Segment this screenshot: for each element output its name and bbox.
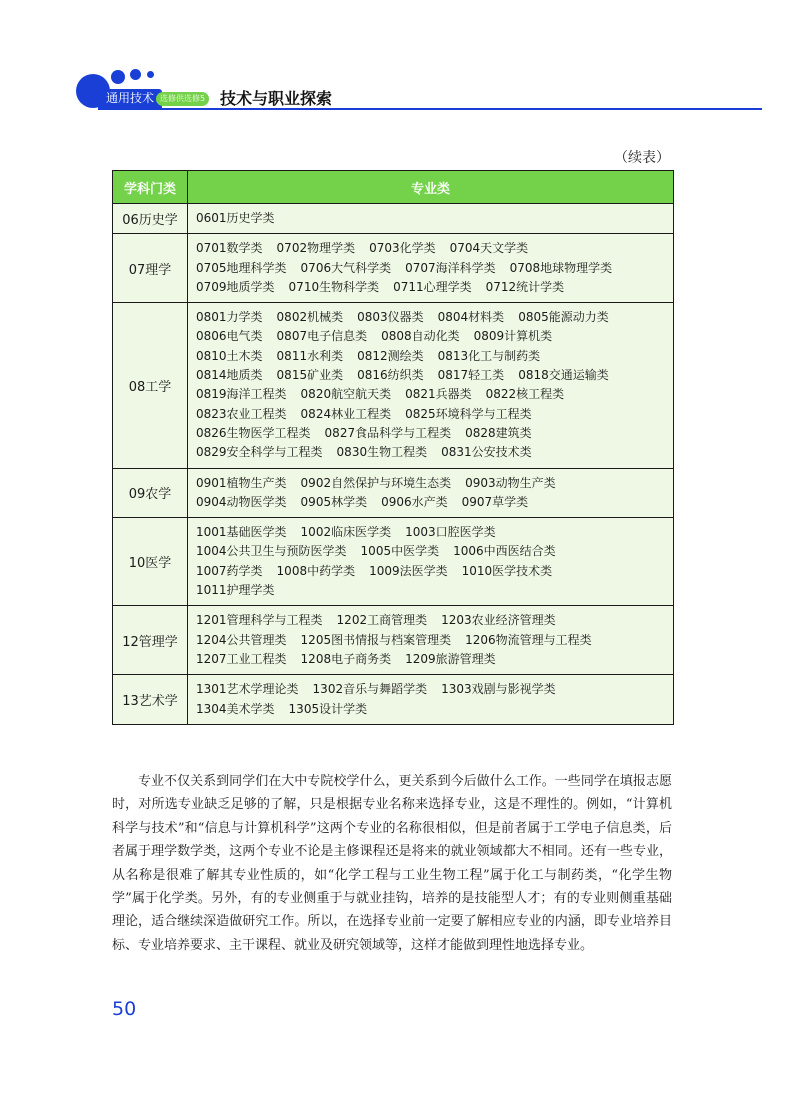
majors-line [196,611,673,630]
majors-line [196,581,673,600]
major-item: 0709地质学类 [196,279,275,294]
major-item: 1207工业工程类 [196,651,287,666]
table-row [113,468,674,518]
majors-cell [188,303,674,468]
table-row [113,204,674,234]
majors-line [196,562,673,581]
major-item: 1303戏剧与影视学类 [441,682,556,697]
major-item: 0802机械类 [276,310,344,325]
category-cell: 12管理学 [113,606,188,675]
major-item: 0821兵器类 [405,387,472,402]
dot-small-icon [130,69,141,80]
majors-line [196,542,673,561]
major-item: 0807电子信息类 [276,329,368,344]
major-item: 0817轻工类 [437,368,505,383]
major-item: 1205图书情报与档案管理类 [300,632,452,647]
major-item: 1001基础医学类 [196,525,287,540]
major-item: 1202工商管理类 [336,613,428,628]
category-cell: 09农学 [113,468,188,518]
major-item: 0707海洋科学类 [405,260,496,275]
majors-cell [188,468,674,518]
major-item: 0705地理科学类 [196,260,287,275]
category-cell: 08工学 [113,303,188,468]
major-item: 0828建筑类 [465,425,532,440]
table-row [113,606,674,675]
page-number: 50 [112,998,137,1020]
majors-line [196,209,673,228]
major-item: 0903动物生产类 [465,475,556,490]
major-item: 1203农业经济管理类 [441,613,556,628]
major-item: 0901植物生产类 [196,475,287,490]
major-item: 0907草学类 [461,494,529,509]
major-item: 1008中药学类 [276,563,356,578]
majors-cell [188,234,674,303]
majors-line [196,405,673,424]
major-item: 0831公安技术类 [441,445,532,460]
major-item: 0825环境科学与工程类 [405,406,532,421]
table-header-row [113,171,674,204]
dot-medium-icon [111,70,125,84]
major-item: 1005中医学类 [360,544,440,559]
majors-line [196,278,673,297]
majors-cell [188,204,674,234]
major-item: 1009法医学类 [369,563,448,578]
majors-line [196,680,673,699]
category-cell: 07理学 [113,234,188,303]
major-item: 1201管理科学与工程类 [196,613,323,628]
major-item: 0820航空航天类 [300,387,392,402]
majors-line [196,385,673,404]
major-item: 0711心理学类 [393,279,472,294]
header-category: 学科门类 [113,171,188,204]
majors-line [196,424,673,443]
majors-line [196,327,673,346]
table-row [113,303,674,468]
table-row [113,234,674,303]
major-item: 0702物理学类 [276,241,356,256]
major-item: 0829安全科学与工程类 [196,445,323,460]
majors-line [196,259,673,278]
major-item: 1304美术学类 [196,701,275,716]
major-item: 0704天文学类 [449,241,529,256]
header-subject-tag: 通用技术 [98,89,162,108]
paragraph-text: 专业不仅关系到同学们在大中专院校学什么，更关系到今后做什么工作。一些同学在填报志愿时，对所选专业缺乏足够的了解，只是根据专业名称来选择专业，这是不理性的。例如，“计算机科学与技术”和“信息与计算机科学”这两个专业的名称很相似，但是前者属于工学电子信息类，后者属于理学数学类，这两个专业不论是主修课程还是将来的就业领域都大不相同。还有一些专业，从名称是很难了解其专业性质的，如“化学工程与工业生物工程”属于化工与制药类，“化学生物学”属于化学类。另外，有的专业侧重于与就业挂钩，培养的是技能型人才；有的专业则侧重基础理论，适合继续深造做研究工作。所以，在选择专业前一定要了解相应专业的内涵，即专业培养目标、专业培养要求、主干课程、就业及研究领域等，这样才能做到理性地选择专业。 [112,774,672,953]
major-item: 1011护理学类 [196,583,275,598]
body-paragraph [112,770,672,957]
major-item: 1208电子商务类 [300,651,392,666]
major-item: 0905林学类 [300,494,368,509]
major-item: 0809计算机类 [473,329,553,344]
major-item: 1006中西医结合类 [453,544,556,559]
major-item: 0830生物工程类 [336,445,428,460]
majors-line [196,700,673,719]
major-item: 0601历史学类 [196,211,275,225]
continued-label: （续表） [614,150,670,166]
majors-line [196,631,673,650]
major-item: 0805能源动力类 [518,310,609,325]
header-rule [98,108,762,110]
major-item: 0906水产类 [381,494,448,509]
major-item: 1010医学技术类 [461,563,553,578]
category-cell: 13艺术学 [113,675,188,725]
major-item: 0803仪器类 [357,310,424,325]
major-item: 0826生物医学工程类 [196,425,311,440]
major-item: 0823农业工程类 [196,406,287,421]
major-item: 0701数学类 [196,241,263,256]
majors-line [196,308,673,327]
major-item: 0712统计学类 [485,279,565,294]
major-item: 0819海洋工程类 [196,387,287,402]
majors-line [196,474,673,493]
header-title: 技术与职业探索 [220,89,333,108]
major-item: 0815矿业类 [276,368,344,383]
majors-line [196,239,673,258]
majors-line [196,650,673,669]
major-item: 1305设计学类 [288,701,368,716]
major-item: 0816纺织类 [357,368,424,383]
major-item: 0710生物科学类 [288,279,380,294]
major-item: 0813化工与制药类 [437,348,541,363]
majors-table [112,170,674,725]
majors-cell [188,606,674,675]
major-item: 1302音乐与舞蹈学类 [312,682,428,697]
major-item: 1204公共管理类 [196,632,287,647]
majors-cell [188,518,674,606]
majors-line [196,347,673,366]
major-item: 1004公共卫生与预防医学类 [196,544,347,559]
major-item: 1301艺术学理论类 [196,682,299,697]
major-item: 0902自然保护与环境生态类 [300,475,452,490]
majors-line [196,443,673,462]
major-item: 1002临床医学类 [300,525,392,540]
major-item: 0812测绘类 [357,348,424,363]
table-body [113,204,674,725]
majors-line [196,493,673,512]
major-item: 1206物流管理与工程类 [465,632,592,647]
major-item: 0904动物医学类 [196,494,287,509]
table-row [113,518,674,606]
major-item: 0708地球物理学类 [509,260,613,275]
major-item: 0827食品科学与工程类 [324,425,452,440]
majors-line [196,366,673,385]
table-row [113,675,674,725]
major-item: 0703化学类 [369,241,436,256]
dot-tiny-icon [147,71,154,78]
header-majors: 专业类 [188,171,674,204]
major-item: 0806电气类 [196,329,263,344]
category-cell: 06历史学 [113,204,188,234]
major-item: 0804材料类 [437,310,505,325]
major-item: 0810土木类 [196,348,263,363]
major-item: 0824林业工程类 [300,406,392,421]
major-item: 0706大气科学类 [300,260,392,275]
category-cell: 10医学 [113,518,188,606]
major-item: 0818交通运输类 [518,368,609,383]
major-item: 0801力学类 [196,310,263,325]
major-item: 0814地质类 [196,368,263,383]
major-item: 0808自动化类 [381,329,460,344]
major-item: 0811水利类 [276,348,344,363]
header-volume-tag: 选修供选修5 [156,92,209,106]
majors-line [196,523,673,542]
major-item: 0822核工程类 [485,387,565,402]
major-item: 1007药学类 [196,563,263,578]
majors-cell [188,675,674,725]
major-item: 1209旅游管理类 [405,651,496,666]
major-item: 1003口腔医学类 [405,525,496,540]
